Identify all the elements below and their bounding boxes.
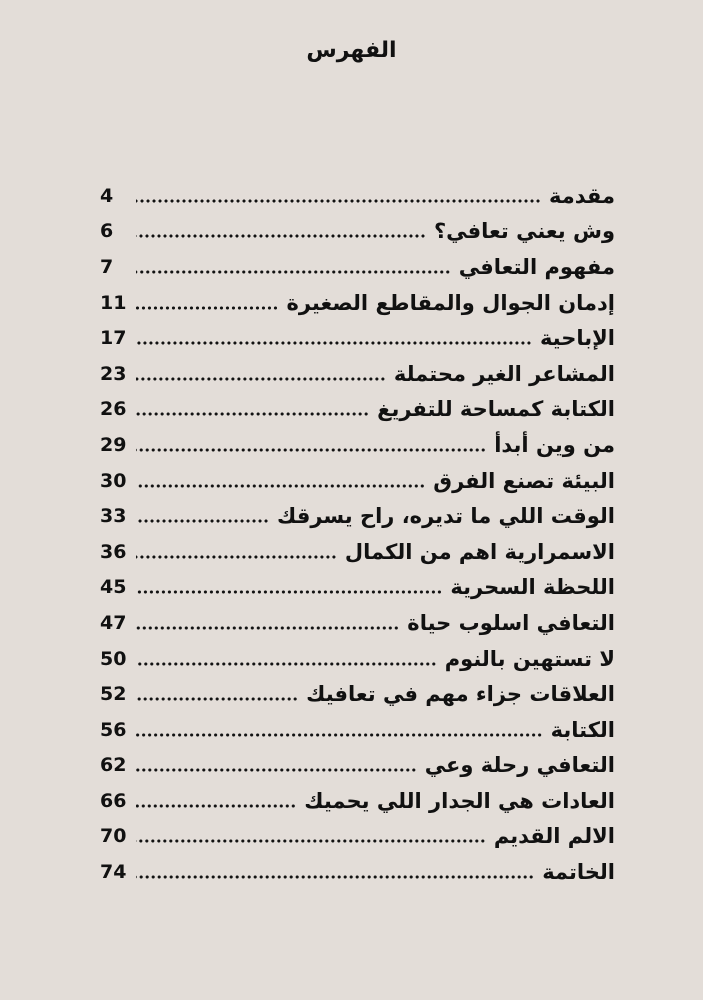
toc-entry-page-number: 33	[100, 505, 127, 528]
dot-leader	[136, 269, 451, 275]
toc-entry-page-number: 23	[100, 362, 127, 385]
toc-entry-page-number: 66	[100, 789, 127, 812]
dot-leader	[136, 732, 543, 738]
dot-leader	[136, 233, 426, 239]
table-of-contents	[100, 178, 615, 890]
toc-entry	[100, 783, 615, 819]
toc-entry-title: مفهوم التعافي	[458, 254, 615, 279]
dot-leader	[136, 696, 298, 702]
page-title: الفهرس	[306, 38, 397, 63]
toc-entry-page-number: 26	[100, 398, 127, 421]
toc-entry-page-number: 6	[100, 220, 114, 243]
dot-leader	[136, 767, 417, 773]
toc-entry-title: وش يعني تعافي؟	[433, 219, 615, 244]
dot-leader	[136, 483, 425, 489]
toc-entry-page-number: 11	[100, 291, 127, 314]
dot-leader	[136, 411, 369, 417]
toc-entry-page-number: 47	[100, 611, 127, 634]
toc-entry-page-number: 56	[100, 718, 127, 741]
toc-entry-title: الخاتمة	[542, 860, 615, 885]
toc-entry	[100, 534, 615, 570]
toc-entry	[100, 641, 615, 677]
toc-entry-title: مقدمة	[549, 183, 615, 208]
dot-leader	[136, 198, 541, 204]
toc-entry	[100, 356, 615, 392]
toc-entry-title: لا تستهين بالنوم	[444, 646, 615, 671]
toc-entry-title: العادات هي الجدار اللي يحميك	[304, 788, 615, 813]
toc-entry	[100, 178, 615, 214]
toc-entry-title: التعافي اسلوب حياة	[407, 610, 615, 635]
dot-leader	[136, 305, 278, 311]
toc-entry-page-number: 7	[100, 255, 114, 278]
toc-entry	[100, 712, 615, 748]
toc-entry-page-number: 17	[100, 327, 127, 350]
dot-leader	[136, 661, 437, 667]
toc-entry-page-number: 4	[100, 184, 114, 207]
dot-leader	[136, 625, 399, 631]
toc-entry-title: العلاقات جزاء مهم في تعافيك	[306, 682, 615, 707]
dot-leader	[136, 838, 486, 844]
toc-entry-title: التعافي رحلة وعي	[424, 753, 615, 778]
toc-entry	[100, 320, 615, 356]
toc-entry-title: البيئة تصنع الفرق	[433, 468, 615, 493]
dot-leader	[136, 874, 534, 880]
toc-entry	[100, 498, 615, 534]
toc-entry-title: الالم القديم	[493, 824, 615, 849]
toc-entry	[100, 605, 615, 641]
toc-entry-page-number: 45	[100, 576, 127, 599]
toc-entry-title: الكتابة كمساحة للتفريغ	[377, 397, 615, 422]
toc-entry-page-number: 30	[100, 469, 127, 492]
toc-entry-page-number: 74	[100, 861, 127, 884]
toc-entry-page-number: 62	[100, 754, 127, 777]
dot-leader	[136, 803, 296, 809]
toc-entry-page-number: 36	[100, 540, 127, 563]
toc-entry	[100, 249, 615, 285]
toc-entry	[100, 392, 615, 428]
toc-entry	[100, 285, 615, 321]
toc-entry-title: الاسمرارية اهم من الكمال	[344, 539, 615, 564]
toc-entry-page-number: 50	[100, 647, 127, 670]
toc-entry-title: الكتابة	[550, 717, 615, 742]
toc-entry	[100, 676, 615, 712]
toc-entry-title: الوقت اللي ما تديره، راح يسرقك	[277, 504, 615, 529]
toc-entry-title: اللحظة السحرية	[450, 575, 615, 600]
toc-entry	[100, 748, 615, 784]
toc-entry-page-number: 70	[100, 825, 127, 848]
dot-leader	[136, 554, 337, 560]
toc-entry-title: الإباحية	[539, 326, 615, 351]
toc-entry	[100, 819, 615, 855]
toc-entry	[100, 570, 615, 606]
toc-entry-page-number: 52	[100, 683, 127, 706]
dot-leader	[136, 518, 269, 524]
toc-entry	[100, 854, 615, 890]
dot-leader	[136, 376, 386, 382]
dot-leader	[136, 447, 486, 453]
dot-leader	[136, 589, 442, 595]
toc-entry-title: من وين أبدأ	[494, 432, 615, 457]
toc-entry	[100, 427, 615, 463]
toc-entry-title: المشاعر الغير محتملة	[393, 361, 615, 386]
toc-entry-title: إدمان الجوال والمقاطع الصغيرة	[286, 290, 615, 315]
dot-leader	[136, 340, 532, 346]
toc-entry	[100, 463, 615, 499]
toc-entry	[100, 214, 615, 250]
toc-entry-page-number: 29	[100, 433, 127, 456]
